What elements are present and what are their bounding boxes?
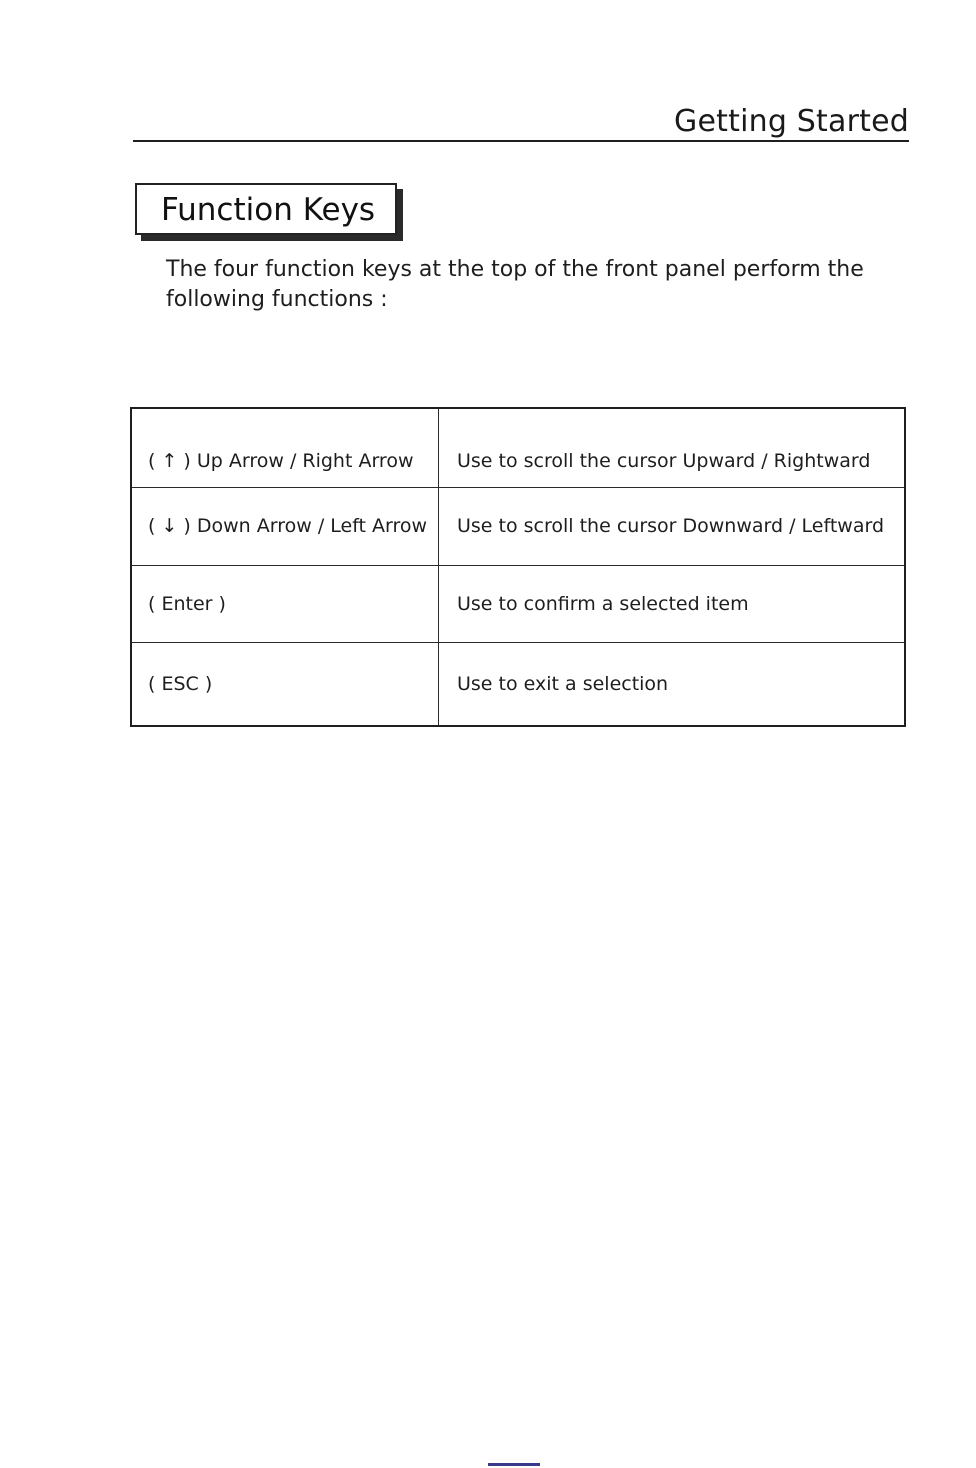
running-header	[133, 100, 909, 142]
key-cell: ( Enter )	[131, 565, 439, 642]
footer-scan-mark	[488, 1463, 540, 1466]
key-cell: ( ↓ ) Down Arrow / Left Arrow	[131, 487, 439, 565]
function-keys-table	[130, 407, 906, 727]
key-cell: ( ESC )	[131, 642, 439, 726]
description-cell: Use to exit a selection	[439, 642, 906, 726]
description-cell: Use to scroll the cursor Upward / Rightward	[439, 408, 906, 487]
table-row-esc	[131, 642, 905, 726]
description-cell: Use to scroll the cursor Downward / Leftward	[439, 487, 906, 565]
description-cell: Use to confirm a selected item	[439, 565, 906, 642]
section-title: Function Keys	[161, 192, 376, 228]
table-row-up-arrow	[131, 408, 905, 487]
key-cell: ( ↑ ) Up Arrow / Right Arrow	[131, 408, 439, 487]
running-header-title: Getting Started	[674, 104, 909, 139]
intro-paragraph: The four function keys at the top of the front panel perform the following functions :	[166, 257, 864, 312]
section-heading-box	[135, 183, 397, 235]
table-row-enter	[131, 565, 905, 642]
table-row-down-arrow	[131, 487, 905, 565]
